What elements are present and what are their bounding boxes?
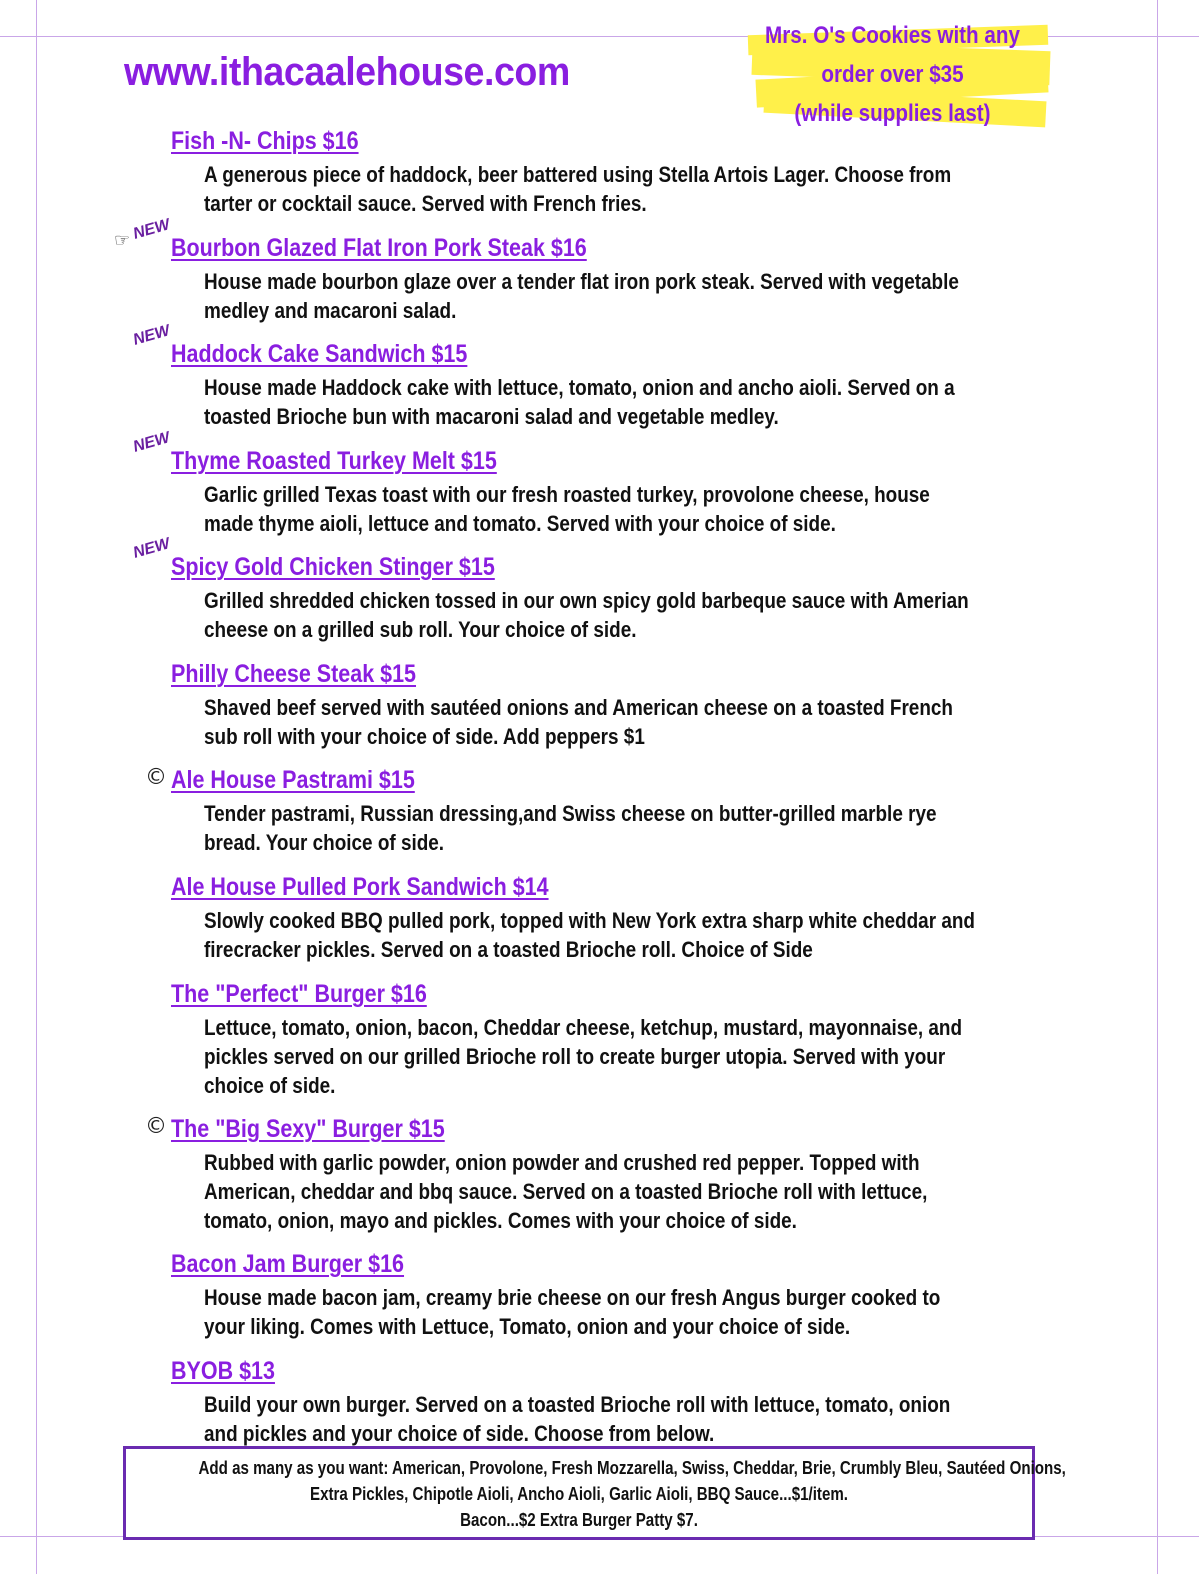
item-description: Garlic grilled Texas toast with our fresh roasted turkey, provolone cheese, house made thyme aioli, lettuce and tomato. Served with your choice of side. [204, 482, 930, 536]
menu-item-perfect-burger [171, 979, 1051, 1100]
new-badge: NEW [131, 535, 172, 562]
burger-addons-box [123, 1446, 1066, 1540]
new-badge: NEW [131, 429, 172, 456]
item-description: Tender pastrami, Russian dressing,and Swiss cheese on butter-grilled marble rye bread. Your choice of side. [204, 801, 937, 855]
item-title[interactable]: Ale House Pulled Pork Sandwich $14 [171, 873, 549, 901]
menu-item-bacon-jam-burger [171, 1249, 1051, 1341]
item-title[interactable]: Spicy Gold Chicken Stinger $15 [171, 553, 495, 581]
item-title[interactable]: Bourbon Glazed Flat Iron Pork Steak $16 [171, 234, 587, 262]
new-badge: NEW [131, 322, 172, 349]
item-title[interactable]: Thyme Roasted Turkey Melt $15 [171, 447, 497, 475]
item-description: Lettuce, tomato, onion, bacon, Cheddar cheese, ketchup, mustard, mayonnaise, and pickles served on our grilled Brioche roll to create burger utopia. Served with your choice of side. [204, 1015, 963, 1098]
item-description: Build your own burger. Served on a toasted Brioche roll with lettuce, tomato, onion and pickles and your choice of side. Choose from below. [204, 1392, 951, 1446]
menu-item-big-sexy-burger [145, 1114, 1051, 1235]
website-url[interactable]: www.ithacaalehouse.com [124, 50, 570, 94]
item-title[interactable]: The "Big Sexy" Burger $15 [171, 1115, 445, 1143]
menu-item-haddock-cake [131, 322, 1051, 431]
copyright-icon: © [145, 765, 167, 790]
pointing-hand-icon: ☞ [114, 230, 131, 250]
item-title[interactable]: Haddock Cake Sandwich $15 [171, 340, 468, 368]
menu-item-turkey-melt [131, 429, 1051, 538]
promo-text [730, 16, 1055, 133]
item-description: Shaved beef served with sautéed onions and American cheese on a toasted French sub roll with your choice of side. Add peppers $1 [204, 695, 953, 749]
promo-line: Mrs. O's Cookies with any [765, 22, 1020, 49]
item-description: Slowly cooked BBQ pulled pork, topped with New York extra sharp white cheddar and firecracker pickles. Served on a toasted Brioche roll. Choice of Side [204, 908, 975, 962]
menu-item-pulled-pork [171, 872, 1051, 964]
crop-mark-left-vertical [36, 0, 37, 1574]
menu-item-pastrami [145, 765, 1051, 857]
item-description: A generous piece of haddock, beer battered using Stella Artois Lager. Choose from tarter or cocktail sauce. Served with French fries. [204, 162, 952, 216]
menu-item-chicken-stinger [131, 535, 1051, 644]
menu-item-bourbon-pork-steak [114, 216, 1051, 325]
item-description: House made bourbon glaze over a tender flat iron pork steak. Served with vegetable medley and macaroni salad. [204, 269, 959, 323]
promo-line: (while supplies last) [794, 100, 991, 127]
promo-callout [730, 8, 1060, 133]
item-title[interactable]: Bacon Jam Burger $16 [171, 1250, 405, 1278]
menu-item-philly-cheese-steak [171, 659, 1051, 751]
addons-line: Bacon...$2 Extra Burger Patty $7. [460, 1510, 698, 1530]
new-badge: NEW [131, 216, 172, 243]
menu-item-fish-n-chips [171, 126, 1051, 218]
item-title[interactable]: The "Perfect" Burger $16 [171, 980, 427, 1008]
item-title[interactable]: BYOB $13 [171, 1357, 275, 1385]
addons-line: Extra Pickles, Chipotle Aioli, Ancho Aioli, Garlic Aioli, BBQ Sauce...$1/item. [309, 1484, 849, 1504]
copyright-icon: © [145, 1114, 167, 1139]
item-description: House made bacon jam, creamy brie cheese on our fresh Angus burger cooked to your liking. Comes with Lettuce, Tomato, onion and your choice of side. [204, 1285, 941, 1339]
item-description: House made Haddock cake with lettuce, tomato, onion and ancho aioli. Served on a toasted Brioche bun with macaroni salad and vegetable medley. [204, 375, 955, 429]
crop-mark-right-vertical [1157, 0, 1158, 1574]
item-description: Rubbed with garlic powder, onion powder and crushed red pepper. Topped with American, cheddar and bbq sauce. Served on a toasted Brioche roll with lettuce, tomato, onion, mayo and pickles. Comes with your choice of side. [204, 1150, 928, 1233]
item-title[interactable]: Philly Cheese Steak $15 [171, 660, 417, 688]
item-description: Grilled shredded chicken tossed in our own spicy gold barbeque sauce with Amerian cheese on a grilled sub roll. Your choice of side. [204, 588, 969, 642]
item-title[interactable]: Ale House Pastrami $15 [171, 766, 415, 794]
addons-line: Add as many as you want: American, Provolone, Fresh Mozzarella, Swiss, Cheddar, Brie, Crumbly Bleu, Sautéed Onions, [198, 1458, 1066, 1478]
item-title[interactable]: Fish -N- Chips $16 [171, 127, 359, 155]
promo-line: order over $35 [821, 61, 964, 88]
menu-item-byob [171, 1356, 1051, 1448]
